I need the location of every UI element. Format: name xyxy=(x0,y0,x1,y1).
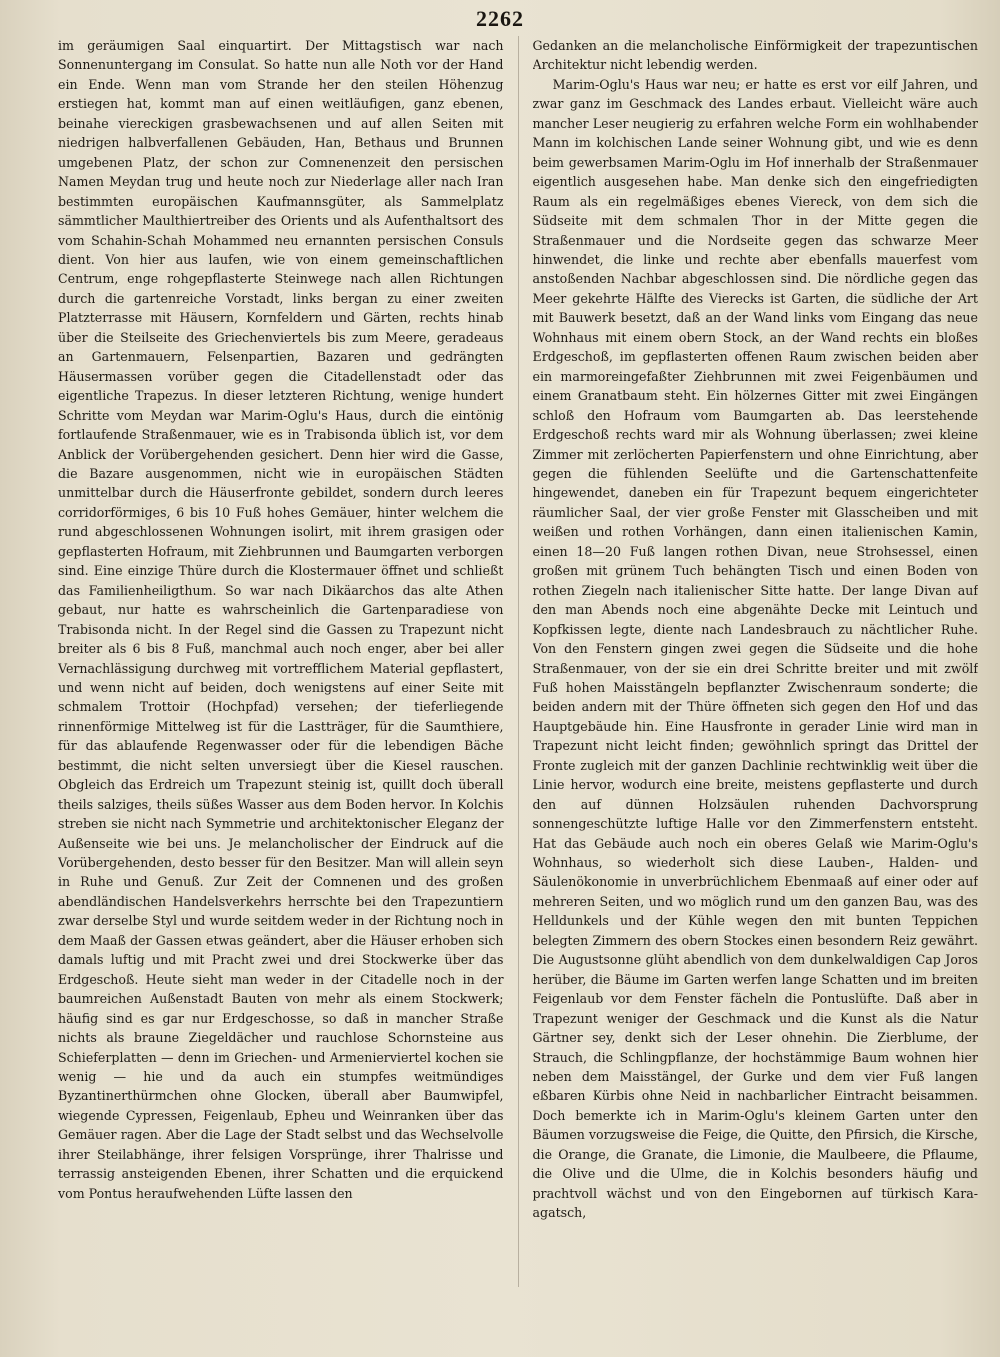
left-column-paragraph: im geräumigen Saal einquartirt. Der Mittagstisch war nach Sonnenuntergang im Consulat. So hatte nun alle Noth vor der Hand ein Ende. Wenn man vom Strande her den steilen Höhenzug erstiegen hat, kommt man auf einen weitläufigen, ganz ebenen, beinahe viereckigen grasbewachsenen und auf allen Seiten mit niedrigen halbverfallenen Gebäuden, Han, Bethaus und Brunnen umgebenen Platz, der schon zur Comnenenzeit den persischen Namen Meydan trug und heute noch zur Niederlage aller nach Iran bestimmten europäischen Kaufmannsgüter, als Sammelplatz sämmtlicher Maulthiertreiber des Orients und als Aufenthaltsort des vom Schahin-Schah Mohammed neu ernannten persischen Consuls dient. Von hier aus laufen, wie von einem gemeinschaftlichen Centrum, enge rohgepflasterte Steinwege nach allen Richtungen durch die gartenreiche Vorstadt, links bergan zu einer zweiten Platzterrasse mit Häusern, Kornfeldern und Gärten, rechts hinab über die Steilseite des Griechenviertels bis zum Meere, geradeaus an Gartenmauern, Felsenpartien, Bazaren und gedrängten Häusermassen vorüber gegen die Citadellenstadt oder das eigentliche Trapezus. In dieser letzteren Richtung, wenige hundert Schritte vom Meydan war Marim-Oglu's Haus, durch die eintönig fortlaufende Straßenmauer, wie es in Trabisonda üblich ist, vor dem Anblick der Vorübergehenden gesichert. Denn hier wird die Gasse, die Bazare ausgenommen, nicht wie in europäischen Städten unmittelbar durch die Häuserfronte gebildet, sondern durch leeres corridorförmiges, 6 bis 10 Fuß hohes Gemäuer, hinter welchem die rund abgeschlossenen Wohnungen isolirt, mit ihrem grasigen oder gepflasterten Hofraum, mit Ziehbrunnen und Baumgarten verborgen sind. Eine einzige Thüre durch die Klostermauer öffnet und schließt das Familienheiligthum. So war nach Dikäarchos das alte Athen gebaut, nur hatte es wahrscheinlich die Gartenparadiese von Trabisonda nicht. In der Regel sind die Gassen zu Trapezunt nicht breiter als 6 bis 8 Fuß, manchmal auch noch enger, aber bei aller Vernachlässigung durchweg mit vortrefflichem Material gepflastert, und wenn nicht auf beiden, doch wenigstens auf einer Seite mit schmalem Trottoir (Hochpfad) versehen; der tieferliegende rinnenförmige Mittelweg ist für die Lastträger, für die Saumthiere, für das ablaufende Regenwasser oder für die lebendigen Bäche bestimmt, die nicht selten unversiegt über die Kiesel rauschen. Obgleich das Erdreich um Trapezunt steinig ist, quillt doch überall theils salziges, theils süßes Wasser aus dem Boden hervor. In Kolchis streben sie nicht nach Symmetrie und architektonischer Eleganz der Außenseite wie bei uns. Je melancholischer der Eindruck auf die Vorübergehenden, desto besser für den Besitzer. Man will allein seyn in Ruhe und Genuß. Zur Zeit der Comnenen und des großen abendländischen Handelsverkehrs herrschte bei den Trapezuntiern zwar derselbe Styl und wurde seitdem weder in der Richtung noch in dem Maaß der Gassen etwas geändert, aber die Häuser erhoben sich damals luftig und mit Pracht zwei und drei Stockwerke über das Erdgeschoß. Heute sieht man weder in der Citadelle noch in der baumreichen Außenstadt Bauten von mehr als einem Stockwerk; häufig sind es gar nur Erdgeschosse, so daß in mancher Straße nichts als braune Ziegeldächer und rauchlose Schornsteine aus Schieferplatten — denn im Griechen- und Armenierviertel kochen sie wenig — hie und da auch ein stumpfes weitmündiges Byzantinerthürmchen ohne Glocken, überall aber Baumwipfel, wiegende Cypressen, Feigenlaub, Epheu und Weinranken über das Gemäuer ragen. Aber die Lage der Stadt selbst und das Wechselvolle ihrer Steilabhänge, ihrer felsigen Vorsprünge, ihrer Thalrisse und terrassig ansteigenden Ebenen, ihrer Schatten und die erquickend vom Pontus heraufwehenden Lüfte lassen den xyxy=(58,38,504,1201)
right-column xyxy=(533,36,979,1287)
right-column-paragraph: Gedanken an die melancholische Einförmigkeit der trapezuntischen Architektur nicht lebendig werden. xyxy=(532,38,978,73)
text-columns xyxy=(58,36,978,1287)
right-column-paragraph: Marim-Oglu's Haus war neu; er hatte es erst vor eilf Jahren, und zwar ganz im Geschmack des Landes erbaut. Vielleicht wäre auch mancher Leser neugierig zu erfahren welche Form ein wohlhabender Mann im kolchischen Lande seiner Wohnung gibt, und wie es denn beim gewerbsamen Marim-Oglu im Hof innerhalb der Straßenmauer eigentlich ausgesehen habe. Man denke sich den eingefriedigten Raum als ein regelmäßiges ebenes Viereck, von dem sich die Südseite mit dem schmalen Thor in der Mitte gegen die Straßenmauer und die Nordseite gegen das schwarze Meer hinwendet, die linke und rechte aber ebenfalls mauerfest vom anstoßenden Nachbar abgeschlossen sind. Die nördliche gegen das Meer gekehrte Hälfte des Vierecks ist Garten, die südliche der Art mit Bauwerk besetzt, daß an der Wand links vom Eingang das neue Wohnhaus mit einem obern Stock, an der Wand rechts ein bloßes Erdgeschoß, im gepflasterten offenen Raum zwischen beiden aber ein marmoreingefaßter Ziehbrunnen mit zwei Feigenbäumen und einem Granatbaum steht. Ein hölzernes Gitter mit zwei Eingängen schloß den Hofraum vom Baumgarten ab. Das leerstehende Erdgeschoß rechts ward mir als Wohnung überlassen; zwei kleine Zimmer mit zerlöcherten Papierfenstern und ohne Einrichtung, aber gegen die fühlenden Seelüfte und die Gartenschattenfeite hingewendet, daneben ein für Trapezunt bequem eingerichteter räumlicher Saal, der vier große Fenster mit Glasscheiben und mit weißen und rothen Vorhängen, dann einen italienischen Kamin, einen 18—20 Fuß langen rothen Divan, neue Strohsessel, einen großen mit grünem Tuch behängten Tisch und einen Boden von rothen Ziegeln nach italienischer Sitte hatte. Der lange Divan auf den man Abends noch eine abgenähte Decke mit Leintuch und Kopfkissen legte, diente nach Landesbrauch zu nächtlicher Ruhe. Von den Fenstern gingen zwei gegen die Südseite und die hohe Straßenmauer, von der sie ein drei Schritte breiter und mit zwölf Fuß hohen Maisstängeln bepflanzter Zwischenraum sonderte; die beiden andern mit der Thüre öffneten sich gegen den Hof und das Hauptgebäude hin. Eine Hausfronte in gerader Linie wird man in Trapezunt nicht leicht finden; gewöhnlich springt das Drittel der Fronte zugleich mit der ganzen Dachlinie rechtwinklig weit über die Linie hervor, wodurch eine breite, meistens gepflasterte und durch den auf dünnen Holzsäulen ruhenden Dachvorsprung sonnengeschützte luftige Halle vor den Zimmerfenstern entsteht. Hat das Gebäude auch noch ein oberes Gelaß wie Marim-Oglu's Wohnhaus, so wiederholt sich diese Lauben-, Halden- und Säulenökonomie in unverbrüchlichem Ebenmaaß auf einer oder auf mehreren Seiten, und wo möglich rund um den ganzen Bau, was des Helldunkels und der Kühle wegen den mit bunten Teppichen belegten Zimmern des obern Stockes einen besondern Reiz gewährt. Die Augustsonne glüht abendlich von dem dunkelwaldigen Cap Joros herüber, die Bäume im Garten werfen lange Schatten und im breiten Feigenlaub vor dem Fenster fächeln die Pontuslüfte. Daß aber in Trapezunt weniger der Geschmack und die Kunst als die Natur Gärtner sey, denkt sich der Leser ohnehin. Die Zierblume, der Strauch, die Schlingpflanze, der hochstämmige Baum wohnen hier neben dem Maisstängel, der Gurke und dem vier Fuß langen eßbaren Kürbis ohne Neid in nachbarlicher Eintracht beisammen. Doch bemerkte ich in Marim-Oglu's kleinem Garten unter den Bäumen vorzugsweise die Feige, die Quitte, den Pfirsich, die Kirsche, die Orange, die Granate, die Limonie, die Maulbeere, die Pflaume, die Olive und die Ulme, die in Kolchis besonders häufig und prachtvoll wächst und von den Eingebornen auf türkisch Kara-agatsch, xyxy=(532,76,978,1221)
left-column xyxy=(58,36,504,1287)
column-divider xyxy=(518,36,519,1287)
page-number: 2262 xyxy=(476,6,524,31)
